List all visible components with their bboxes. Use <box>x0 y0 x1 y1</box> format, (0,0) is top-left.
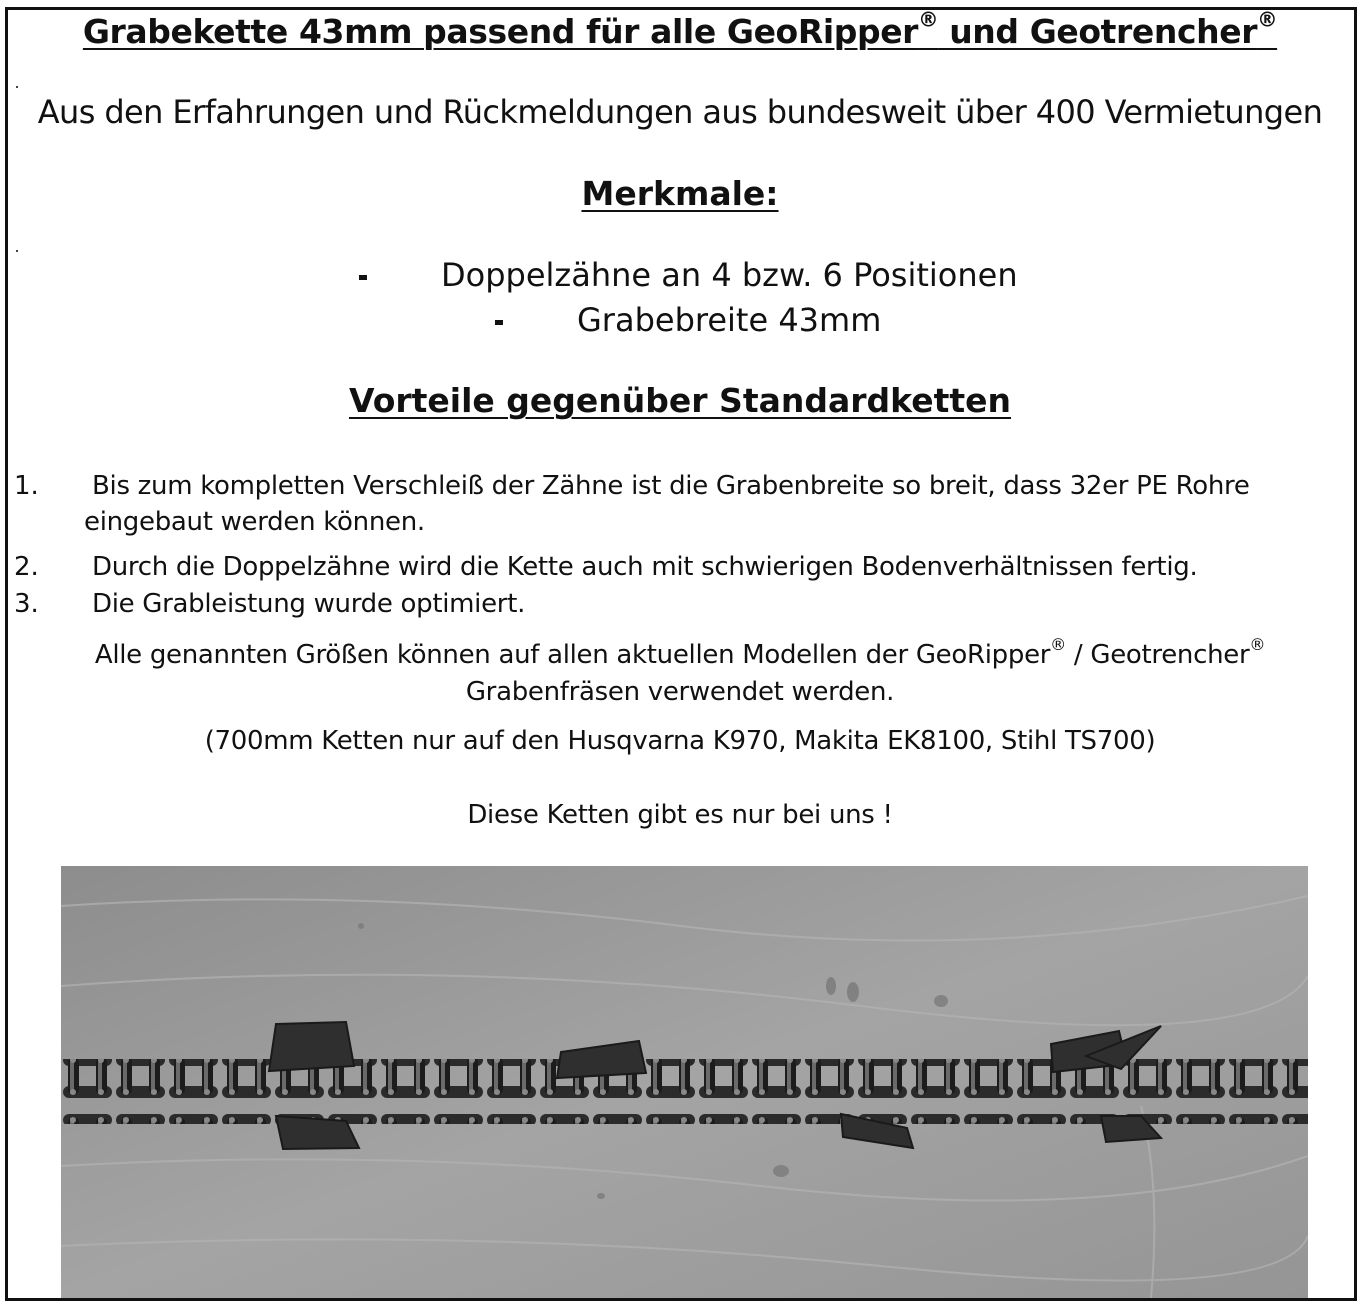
exclusive-note: Diese Ketten gibt es nur bei uns ! <box>467 800 893 830</box>
advantage-item-cont: eingebaut werden können. <box>84 507 425 537</box>
list-number: 3. <box>14 589 39 619</box>
bullet-icon <box>495 320 503 325</box>
advantage-item: Durch die Doppelzähne wird die Kette auch mit schwierigen Bodenverhältnissen fertig. <box>92 552 1198 582</box>
bullet-icon <box>359 275 367 280</box>
models-note-cont: Grabenfräsen verwendet werden. <box>465 677 895 707</box>
list-number: 1. <box>14 471 39 501</box>
stray-dot <box>16 250 18 252</box>
intro-text: Aus den Erfahrungen und Rückmeldungen aus bundesweit über 400 Vermietungen <box>37 93 1323 131</box>
advantages-heading: Vorteile gegenüber Standardketten <box>348 381 1012 420</box>
chain-note: (700mm Ketten nur auf den Husqvarna K970, Makita EK8100, Stihl TS700) <box>204 726 1156 756</box>
feature-item: Doppelzähne an 4 bzw. 6 Positionen <box>441 256 1018 294</box>
chain-photo <box>61 866 1308 1298</box>
chain-tooth <box>276 1116 359 1149</box>
page-title: Grabekette 43mm passend für alle GeoRipper® und Geotrencher® <box>82 7 1278 51</box>
feature-item: Grabebreite 43mm <box>577 301 882 339</box>
models-note: Alle genannten Größen können auf allen aktuellen Modellen der GeoRipper® / Geotrencher® <box>94 635 1266 670</box>
advantage-item: Bis zum kompletten Verschleiß der Zähne ist die Grabenbreite so breit, dass 32er PE Rohre <box>92 471 1250 501</box>
features-heading: Merkmale: <box>581 174 779 213</box>
advantage-item: Die Grableistung wurde optimiert. <box>92 589 526 619</box>
stray-dot <box>16 86 18 88</box>
list-number: 2. <box>14 552 39 582</box>
chain-tooth <box>269 1022 354 1071</box>
